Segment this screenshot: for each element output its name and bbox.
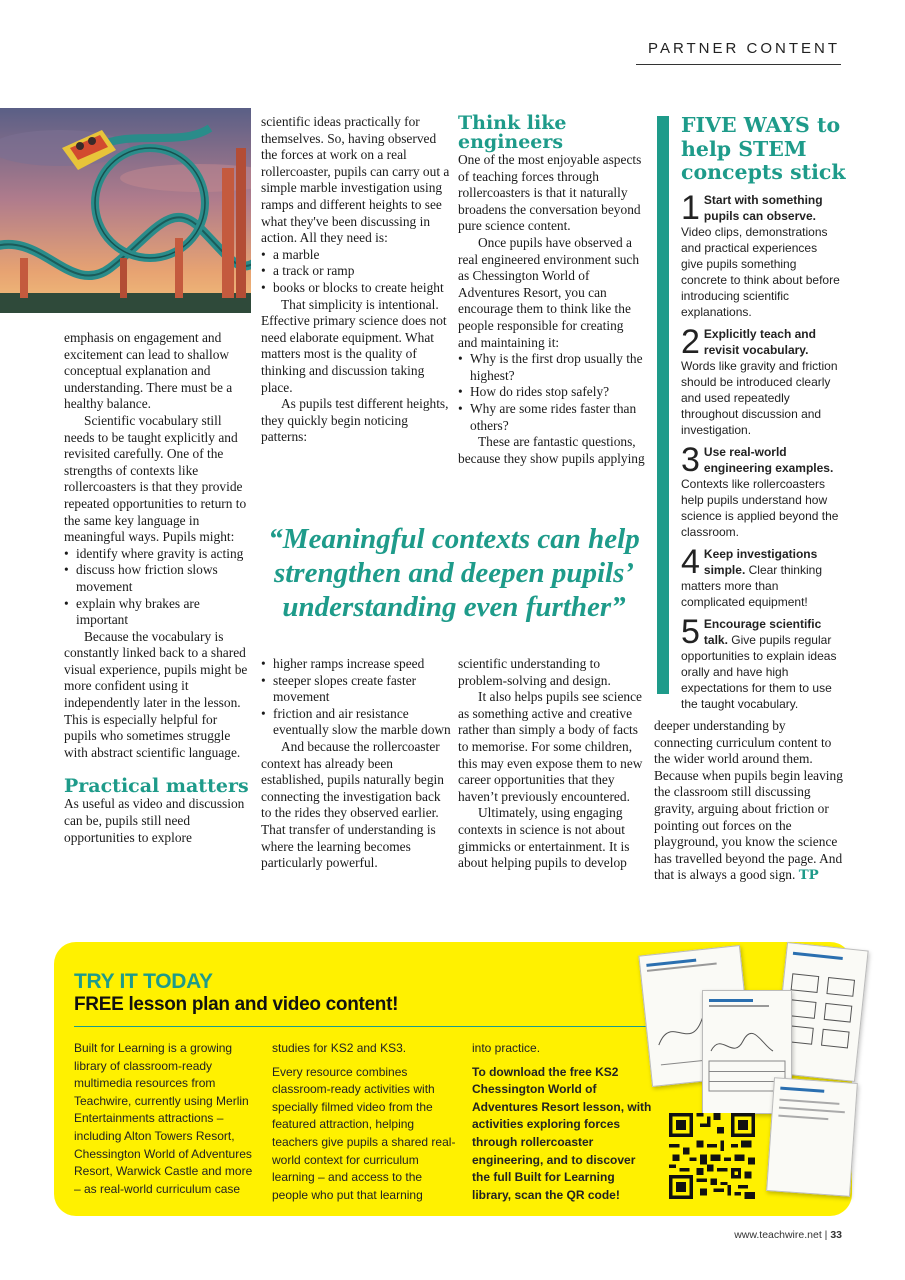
col2b-paragraph-1: And because the rollercoaster context has already been established, pupils naturally begin connecting the investigation back to the rides they observed earlier. That transfer of understanding is where the learning becomes particularly powerful. [261, 738, 444, 871]
col4b-paragraph-1 [654, 718, 844, 884]
item-number: 5 [681, 613, 700, 651]
list-item: • a marble [261, 247, 451, 264]
five-ways-item [681, 543, 841, 610]
promo-text-1: Built for Learning is a growing library of classroom-ready multimedia resources from Teachwire, currently using Merlin Entertainments attractions – including Alton Towers Resort, Chessington World of Adventures Resort, Warwick Castle and more – as real-world curriculum case [74, 1041, 253, 1196]
item-number: 2 [681, 323, 700, 361]
list-item: • explain why brakes are important [64, 596, 250, 629]
col3b-paragraph-3: Ultimately, using engaging contexts in science is not about gimmicks or entertainment. It is about helping pupils to develop [458, 805, 630, 871]
header-rule [636, 64, 841, 65]
col3-paragraph-3: These are fantastic questions, because they show pupils applying [458, 434, 645, 466]
list-item: • a track or ramp [261, 263, 451, 280]
footer-url[interactable]: www.teachwire.net [734, 1229, 822, 1241]
item-heading: Start with something pupils can observe. [703, 193, 823, 223]
item-number: 4 [681, 543, 700, 581]
five-ways-accent-bar [657, 116, 669, 694]
col3b-paragraph-1: scientific understanding to problem-solving and design. [458, 656, 611, 688]
item-text: Clear thinking matters more than complicated equipment! [681, 563, 822, 609]
lesson-plan-thumbnail [766, 1077, 858, 1197]
column-2 [261, 114, 451, 446]
page-number: 33 [830, 1229, 842, 1241]
col1-paragraph-1: emphasis on engagement and excitement can lead to shallow conceptual explanation and understanding. There must be a healthy balance. [64, 330, 233, 412]
promo-text-3a: into practice. [472, 1041, 541, 1055]
col3-paragraph-1: One of the most enjoyable aspects of teaching forces through rollercoasters is that it naturally broadens the conversation beyond pure science content. [458, 152, 642, 234]
five-ways-item [681, 441, 841, 540]
col2-paragraph-2: That simplicity is intentional. Effective primary science does not need elaborate equipment. What matters most is the quality of thinking and discussion taking place. [261, 296, 447, 395]
page-footer [734, 1229, 842, 1241]
promo-rule [74, 1026, 668, 1027]
item-heading: Use real-world engineering examples. [703, 445, 834, 475]
promo-text-2b: Every resource combines classroom-ready activities with specially filmed video from the featured attraction, helping teachers give pupils a shared real-world context for curriculum learning – and access to the people who put that learning [272, 1064, 456, 1202]
col3-list [458, 351, 646, 434]
list-item: • identify where gravity is acting [64, 546, 250, 563]
promo-cta: To download the free KS2 Chessington World of Adventures Resort lesson, with activities exploring forces through rollercoaster engineering, and to discover the full Built for Learning library, scan the QR code! [472, 1064, 652, 1202]
item-text: Words like gravity and friction should be introduced clearly and used repeatedly throughout discussion and investigation. [681, 359, 838, 437]
column-3 [458, 114, 646, 467]
item-text: Contexts like rollercoasters help pupils understand how science is applied beyond the classroom. [681, 477, 839, 539]
pull-quote: “Meaningful contexts can help strengthen and deepen pupils’ understanding even further” [268, 523, 640, 623]
item-heading: Encourage scientific talk. [703, 617, 822, 647]
item-number: 1 [681, 189, 700, 227]
five-ways-item [681, 613, 841, 712]
promo-column-3 [472, 1040, 656, 1204]
col4b-text: deeper understanding by connecting curriculum content to the wider world around them. Because when pupils begin leaving the classroom still discussing gravity, arguing about friction or pointing out forces on the playground, you know the science has travelled beyond the page. And that is always a good sign. [654, 718, 843, 883]
list-item: • Why are some rides faster than others? [458, 401, 646, 434]
item-number: 3 [681, 441, 700, 479]
list-item: • higher ramps increase speed [261, 656, 451, 673]
practical-matters-heading: Practical matters [64, 775, 249, 798]
col1-list [64, 546, 250, 629]
five-ways-list [681, 189, 841, 718]
col2-paragraph-3: As pupils test different heights, they quickly begin noticing patterns: [261, 396, 449, 445]
column-2-lower [261, 656, 451, 872]
item-text: Give pupils regular opportunities to explain ideas orally and have high expectations for them to use the taught vocabulary. [681, 633, 837, 711]
col2b-list [261, 656, 451, 739]
item-text: Video clips, demonstrations and practical experiences give pupils something concrete to think about before introducing scientific explanations. [681, 225, 840, 319]
think-like-engineers-heading: Think like engineers [458, 112, 567, 153]
col3b-paragraph-2: It also helps pupils see science as something active and creative rather than simply a body of facts to memorise. For some children, this may even expose them to new career opportunities that they haven’t previously encountered. [458, 689, 643, 804]
rollercoaster-photo [0, 108, 251, 313]
list-item: • steeper slopes create faster movement [261, 673, 451, 706]
col1-paragraph-2: Scientific vocabulary still needs to be taught explicitly and revisited carefully. One of the strengths of contexts like rollercoasters is that they provide repeated opportunities to return to the same key language in meaningful ways. Pupils might: [64, 412, 247, 545]
column-4-lower [654, 718, 844, 884]
col1-paragraph-4: As useful as video and discussion can be, pupils still need opportunities to explore [64, 796, 245, 845]
promo-subtitle: FREE lesson plan and video content! [74, 994, 399, 1015]
list-item: • Why is the first drop usually the highest? [458, 351, 646, 384]
promo-column-2 [272, 1040, 460, 1204]
promo-title: TRY IT TODAY [74, 970, 213, 993]
list-item: • books or blocks to create height [261, 280, 451, 297]
col3-paragraph-2: Once pupils have observed a real engineered environment such as Chessington World of Adventures Resort, you can encourage them to think like the people responsible for creating and maintaining it: [458, 234, 640, 350]
col1-paragraph-3: Because the vocabulary is constantly linked back to a shared visual experience, pupils might be more confident using it independently later in the lesson. This is especially helpful for pupils who sometimes struggle with abstract scientific language. [64, 628, 248, 760]
five-ways-item [681, 189, 841, 320]
item-heading: Keep investigations simple. [703, 547, 818, 577]
col2-list [261, 247, 451, 297]
column-3-lower [458, 656, 646, 872]
promo-text-2a: studies for KS2 and KS3. [272, 1041, 407, 1055]
footer-separator: | [821, 1229, 831, 1241]
list-item: • discuss how friction slows movement [64, 562, 250, 595]
five-ways-title: FIVE WAYS to help STEM concepts stick [681, 113, 846, 184]
column-1 [64, 330, 250, 846]
five-ways-item [681, 323, 841, 438]
list-item: • friction and air resistance eventually slow the marble down [261, 706, 451, 739]
col2-paragraph-1: scientific ideas practically for themselves. So, having observed the forces at work on a real rollercoaster, pupils can carry out a simple marble investigation using ramps and different heights to see what they've been discussing in action. All they need is: [261, 114, 450, 246]
item-heading: Explicitly teach and revisit vocabulary. [703, 327, 816, 357]
promo-column-1 [74, 1040, 260, 1198]
author-initials: TP [798, 867, 819, 884]
list-item: • How do rides stop safely? [458, 384, 646, 401]
qr-code[interactable] [669, 1113, 755, 1199]
section-label: PARTNER CONTENT [648, 40, 840, 57]
